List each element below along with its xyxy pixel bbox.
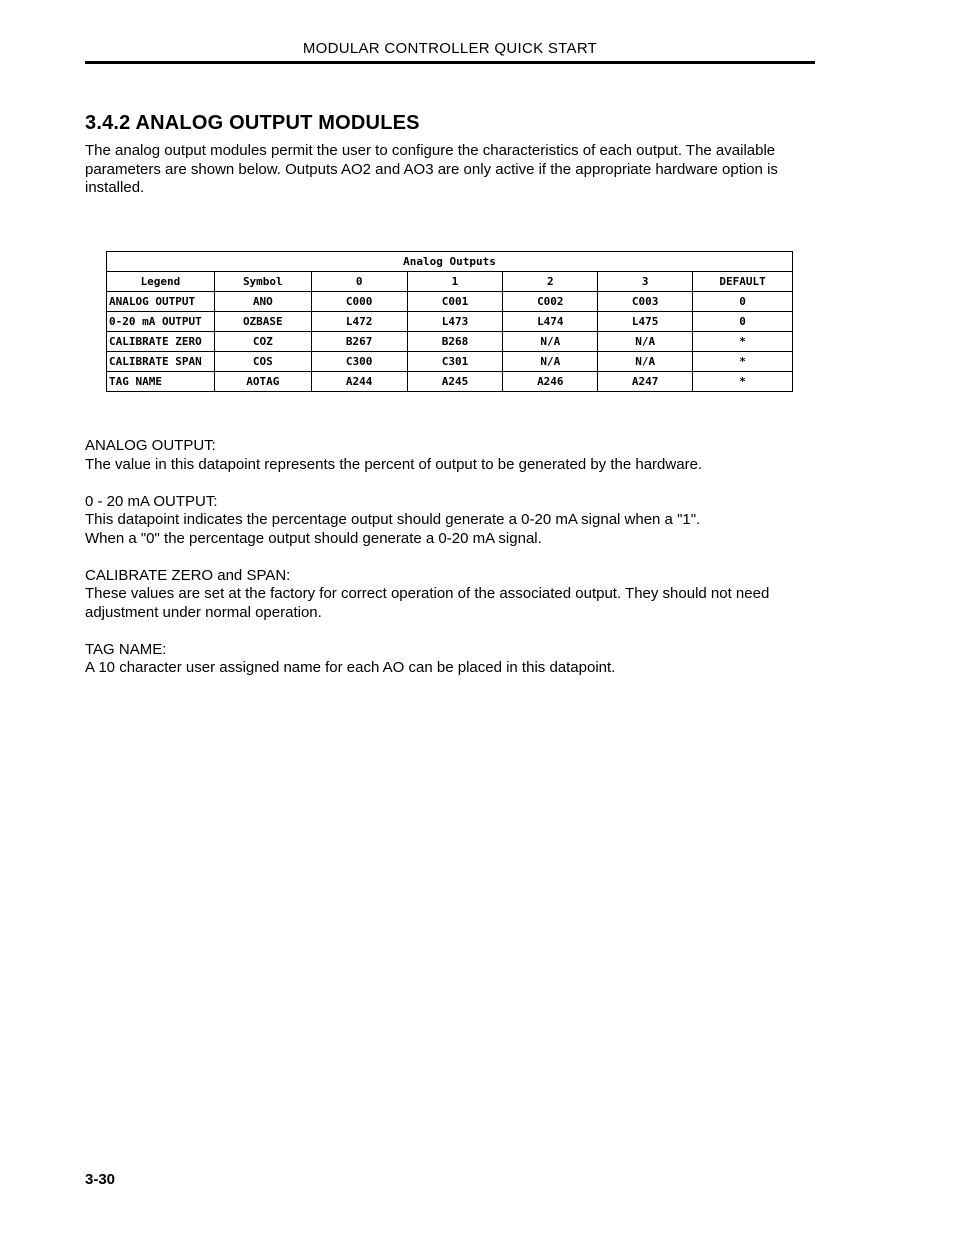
definition-term: 0 - 20 mA OUTPUT: — [85, 492, 218, 510]
table-cell: N/A — [598, 332, 693, 352]
column-header: 2 — [503, 272, 598, 292]
table-cell: * — [693, 332, 793, 352]
definition-text: This datapoint indicates the percentage output should generate a 0-20 mA signal when a "1". — [85, 511, 701, 528]
table-cell: CALIBRATE SPAN — [107, 352, 215, 372]
table-cell: B267 — [311, 332, 407, 352]
table-cell: C301 — [407, 352, 503, 372]
table-cell: * — [693, 352, 793, 372]
table-cell: A247 — [598, 372, 693, 392]
intro-paragraph: The analog output modules permit the user to configure the characteristics of each output. The available parameters are shown below. Outputs AO2 and AO3 are only active if the appropriate hardware option is installed. — [85, 142, 778, 196]
table-cell: AOTAG — [214, 372, 311, 392]
table-row — [107, 332, 793, 352]
table-cell: TAG NAME — [107, 372, 215, 392]
table-cell: B268 — [407, 332, 503, 352]
table-cell: ANO — [214, 292, 311, 312]
column-header: 3 — [598, 272, 693, 292]
table-cell: A244 — [311, 372, 407, 392]
table-cell: C002 — [503, 292, 598, 312]
page-number: 3-30 — [85, 1171, 116, 1188]
column-header: Legend — [107, 272, 215, 292]
table-caption-row — [107, 252, 793, 272]
section-title: 3.4.2 ANALOG OUTPUT MODULES — [85, 112, 420, 134]
column-header: 1 — [407, 272, 503, 292]
definition-text: A 10 character user assigned name for each AO can be placed in this datapoint. — [85, 659, 616, 676]
definitions-list — [85, 437, 815, 696]
definition-analog-output — [85, 437, 815, 474]
definition-text: The value in this datapoint represents the percent of output to be generated by the hardware. — [85, 455, 703, 473]
table-cell: 0 — [693, 312, 793, 332]
definition-calibrate — [85, 567, 815, 623]
table-cell: N/A — [503, 352, 598, 372]
table-cell: C001 — [407, 292, 503, 312]
table-cell: L472 — [311, 312, 407, 332]
table-cell: L474 — [503, 312, 598, 332]
table-cell: 0-20 mA OUTPUT — [107, 312, 215, 332]
table-row — [107, 312, 793, 332]
analog-outputs-table — [106, 251, 793, 392]
column-header: DEFAULT — [693, 272, 793, 292]
column-header: 0 — [311, 272, 407, 292]
table-cell: CALIBRATE ZERO — [107, 332, 215, 352]
table-cell: L473 — [407, 312, 503, 332]
definition-term: CALIBRATE ZERO and SPAN: — [85, 566, 291, 584]
definition-term: TAG NAME: — [85, 640, 167, 658]
definition-term: ANALOG OUTPUT: — [85, 437, 216, 454]
table-cell: COZ — [214, 332, 311, 352]
table-cell: N/A — [503, 332, 598, 352]
table-row — [107, 352, 793, 372]
definition-tag-name — [85, 641, 815, 678]
running-header: MODULAR CONTROLLER QUICK START — [302, 40, 598, 57]
table-cell: 0 — [693, 292, 793, 312]
table-cell: A245 — [407, 372, 503, 392]
table-cell: C000 — [311, 292, 407, 312]
definition-text: These values are set at the factory for correct operation of the associated output. They should not need adjustment under normal operation. — [85, 585, 770, 621]
table-header-row — [107, 272, 793, 292]
definition-0-20ma-output — [85, 493, 815, 549]
table-row — [107, 292, 793, 312]
table-row — [107, 372, 793, 392]
column-header: Symbol — [214, 272, 311, 292]
header-rule — [85, 61, 815, 64]
table-cell: C300 — [311, 352, 407, 372]
table-cell: OZBASE — [214, 312, 311, 332]
table-cell: C003 — [598, 292, 693, 312]
table-cell: * — [693, 372, 793, 392]
table-cell: N/A — [598, 352, 693, 372]
table-cell: ANALOG OUTPUT — [107, 292, 215, 312]
table-cell: A246 — [503, 372, 598, 392]
table-cell: L475 — [598, 312, 693, 332]
table-caption: Analog Outputs — [107, 252, 793, 272]
table-cell: COS — [214, 352, 311, 372]
definition-text: When a "0" the percentage output should generate a 0-20 mA signal. — [85, 529, 542, 547]
